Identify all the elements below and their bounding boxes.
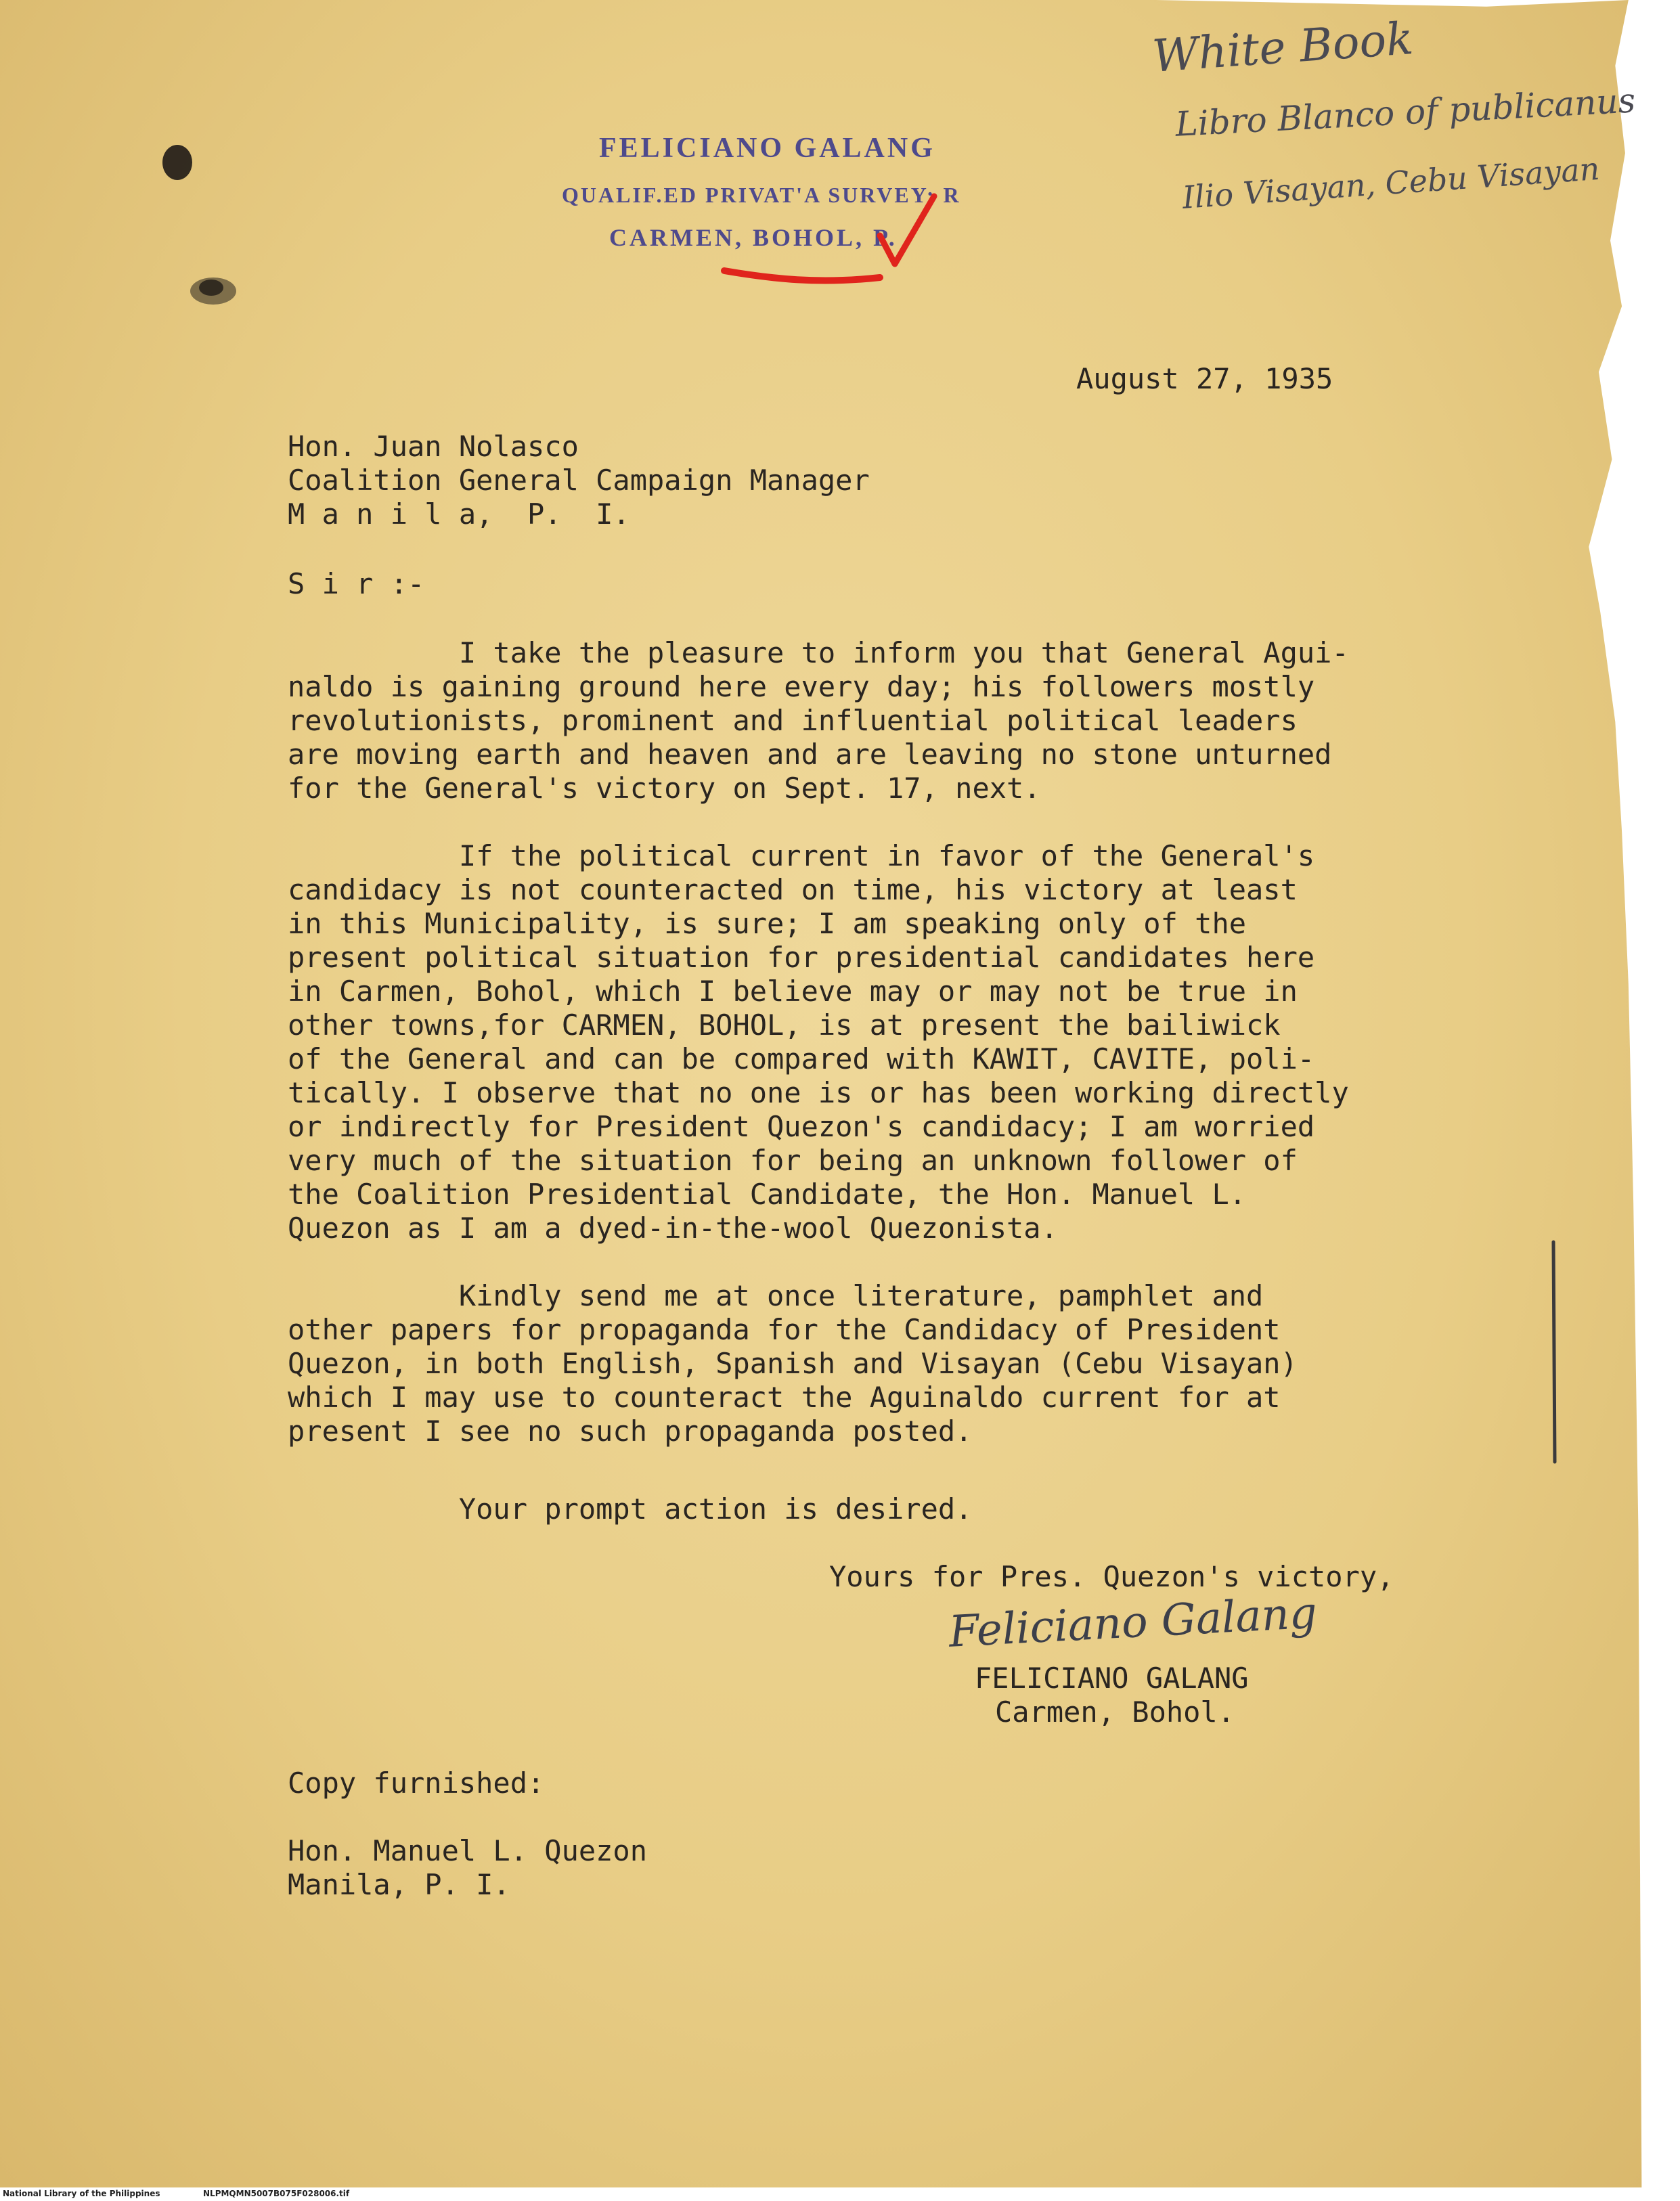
- body-p2-line11: the Coalition Presidential Candidate, the Hon. Manuel L.: [288, 1178, 1247, 1211]
- body-p1-line1: I take the pleasure to inform you that General Agui-: [288, 636, 1349, 669]
- copy-furnished-line1: Hon. Manuel L. Quezon: [288, 1834, 648, 1867]
- body-p3-line4: which I may use to counteract the Aguinaldo current for at: [288, 1381, 1281, 1414]
- body-p2-line9: or indirectly for President Quezon's candidacy; I am worried: [288, 1110, 1315, 1143]
- body-p2-line1: If the political current in favor of the General's: [288, 839, 1315, 872]
- stamp-name: FELICIANO GALANG: [599, 133, 935, 164]
- body-p2-line10: very much of the situation for being an unknown follower of: [288, 1144, 1298, 1177]
- body-p1-line5: for the General's victory on Sept. 17, next.: [288, 772, 1041, 805]
- margin-note-line1: White Book: [1151, 12, 1415, 83]
- body-p3-line5: present I see no such propaganda posted.: [288, 1415, 973, 1448]
- body-p2-line6: other towns,for CARMEN, BOHOL, is at present the bailiwick: [288, 1008, 1281, 1042]
- body-p3-line2: other papers for propaganda for the Candidacy of President: [288, 1313, 1281, 1346]
- recipient-line1: Hon. Juan Nolasco: [288, 430, 579, 463]
- body-p2-line12: Quezon as I am a dyed-in-the-wool Quezonista.: [288, 1211, 1058, 1245]
- closing-line: Yours for Pres. Quezon's victory,: [829, 1560, 1394, 1593]
- pencil-margin-line: [1543, 1239, 1564, 1469]
- body-p2-line3: in this Municipality, is sure; I am speaking only of the: [288, 907, 1247, 940]
- footer-library: National Library of the Philippines: [3, 2189, 160, 2198]
- body-p2-line4: present political situation for presidential candidates here: [288, 941, 1315, 974]
- body-p3-line3: Quezon, in both English, Spanish and Visayan (Cebu Visayan): [288, 1347, 1298, 1380]
- body-p1-line4: are moving earth and heaven and are leaving no stone unturned: [288, 738, 1332, 771]
- body-p3-line1: Kindly send me at once literature, pamphlet and: [288, 1279, 1264, 1312]
- margin-note-line3: Ilio Visayan, Cebu Visayan: [1181, 150, 1601, 216]
- stamp-title: QUALIF.ED PRIVAT'A SURVEY: R: [562, 183, 961, 207]
- signer-place: Carmen, Bohol.: [995, 1695, 1235, 1729]
- signer-name: FELICIANO GALANG: [975, 1662, 1249, 1695]
- body-p4: Your prompt action is desired.: [288, 1492, 973, 1526]
- handwritten-signature: Feliciano Galang: [948, 1588, 1319, 1658]
- body-p2-line5: in Carmen, Bohol, which I believe may or may not be true in: [288, 975, 1298, 1008]
- recipient-line3: M a n i l a, P. I.: [288, 497, 630, 531]
- body-p1-line2: naldo is gaining ground here every day; his followers mostly: [288, 670, 1315, 703]
- copy-furnished-line2: Manila, P. I.: [288, 1868, 510, 1901]
- red-checkmark: [717, 190, 948, 298]
- body-p2-line7: of the General and can be compared with KAWIT, CAVITE, poli-: [288, 1042, 1315, 1075]
- margin-note-line2: Libro Blanco of publicanus: [1174, 81, 1637, 144]
- letter-date: August 27, 1935: [1076, 362, 1333, 395]
- body-p1-line3: revolutionists, prominent and influential political leaders: [288, 704, 1298, 737]
- stamp-place: CARMEN, BOHOL, P.: [609, 224, 898, 251]
- recipient-line2: Coalition General Campaign Manager: [288, 464, 870, 497]
- copy-furnished-label: Copy furnished:: [288, 1766, 545, 1800]
- body-p2-line2: candidacy is not counteracted on time, his victory at least: [288, 873, 1298, 906]
- footer-filename: NLPMQMN5007B075F028006.tif: [203, 2189, 350, 2198]
- salutation: S i r :-: [288, 567, 425, 600]
- body-p2-line8: tically. I observe that no one is or has been working directly: [288, 1076, 1349, 1109]
